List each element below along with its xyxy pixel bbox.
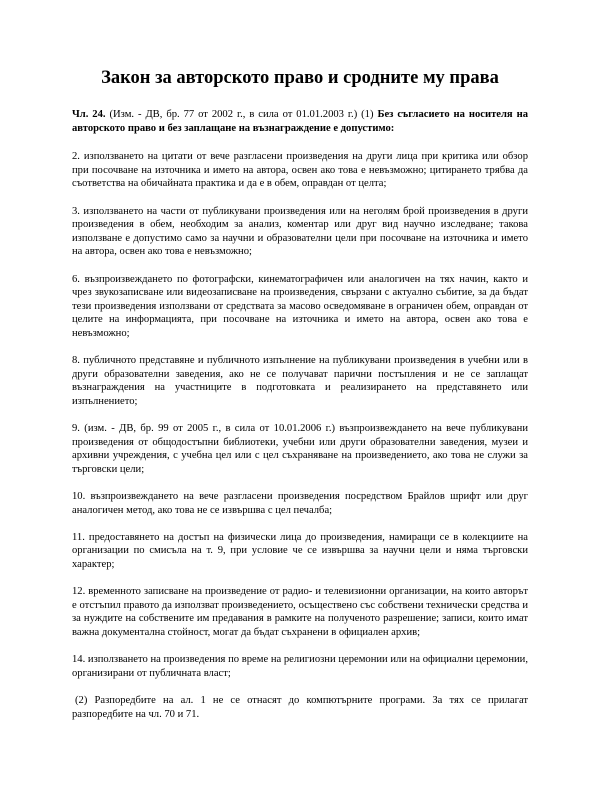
item-10-paragraph: 10. възпроизвеждането на вече разгласени произведения посредством Брайлов шрифт или друг аналогичен метод, ако това не се извършва с цел печалба; <box>72 491 528 516</box>
item-11-paragraph: 11. предоставянето на достъп на физически лица до произведения, намиращи се в колекциите на организации по смисъла на т. 9, при условие че се извършва за научни цели и няма търговски характер; <box>72 531 528 570</box>
item-12-paragraph: 12. временното записване на произведение от радио- и телевизионни организации, на които авторът е отстъпил правото да използват произведението, осъществено със собствени технически средства и за нуждите на собствените им предавания в рамките на полученото разрешение; записи, които имат важна документална стойност, могат да бъдат съхранени в официален архив; <box>72 586 528 638</box>
item-14-paragraph: 14. използването на произведения по време на религиозни церемонии или на официални церемонии, организирани от публичната власт; <box>72 654 528 679</box>
item-3-paragraph: 3. използването на части от публикувани произведения или на неголям брой произведения в други произведения в обем, необходим за анализ, коментар или друг вид научно изследване; такова използване е допустимо само за научни и образователни цели при посочване на източника и името на автора, освен ако това е невъзможно; <box>72 205 528 258</box>
article-amendment-note: (Изм. - ДВ, бр. 77 от 2002 г., в сила от 01.01.2003 г.) (1) <box>105 109 378 120</box>
item-6-paragraph: 6. възпроизвеждането по фотографски, кинематографичен или аналогичен на тях начин, както и чрез звукозаписване или видеозаписване на произведения, свързани с актуално събитие, за да бъдат тези произведения използвани от средствата за масово осведомяване в ограничен обем, оправдан от целите на информацията, при посочване на източника и името на автора, освен ако това е невъзможно; <box>72 273 528 339</box>
article-intro-text: Без съгласието на носителя на авторското право и без заплащане на възнаграждение е допустимо: <box>72 109 529 134</box>
item-9-paragraph: 9. (изм. - ДВ, бр. 99 от 2005 г., в сила от 10.01.2006 г.) възпроизвеждането на вече публикувани произведения от общодостъпни библиотеки, учебни или други образователни заведения, музеи и архивни учреждения, с учебна цел или с цел съхраняване на произведението, ако това не служи за търговски цели; <box>72 423 528 475</box>
closing-paragraph: (2) Разпоредбите на ал. 1 не се отнасят до компютърните програми. За тях се прилагат разпоредбите на чл. 70 и 71. <box>72 694 528 720</box>
article-label: Чл. 24. <box>72 109 106 120</box>
document-title: Закон за авторското право и сродните му права <box>101 68 499 88</box>
document-page <box>72 66 528 735</box>
item-8-paragraph: 8. публичното представяне и публичното изпълнение на публикувани произведения в учебни или в други образователни заведения, ако не се получават парични постъпления и не се заплащат възнаграждения на участниците в подготовката и реализирането на представянето или изпълнението; <box>72 355 528 407</box>
article-intro-paragraph <box>72 108 528 135</box>
item-2-paragraph: 2. използването на цитати от вече разгласени произведения на други лица при критика или обзор при посочване на източника и името на автора, освен ако това е невъзможно; цитирането трябва да съответства на обичайната практика и да е в обем, оправдан от целта; <box>72 151 528 190</box>
